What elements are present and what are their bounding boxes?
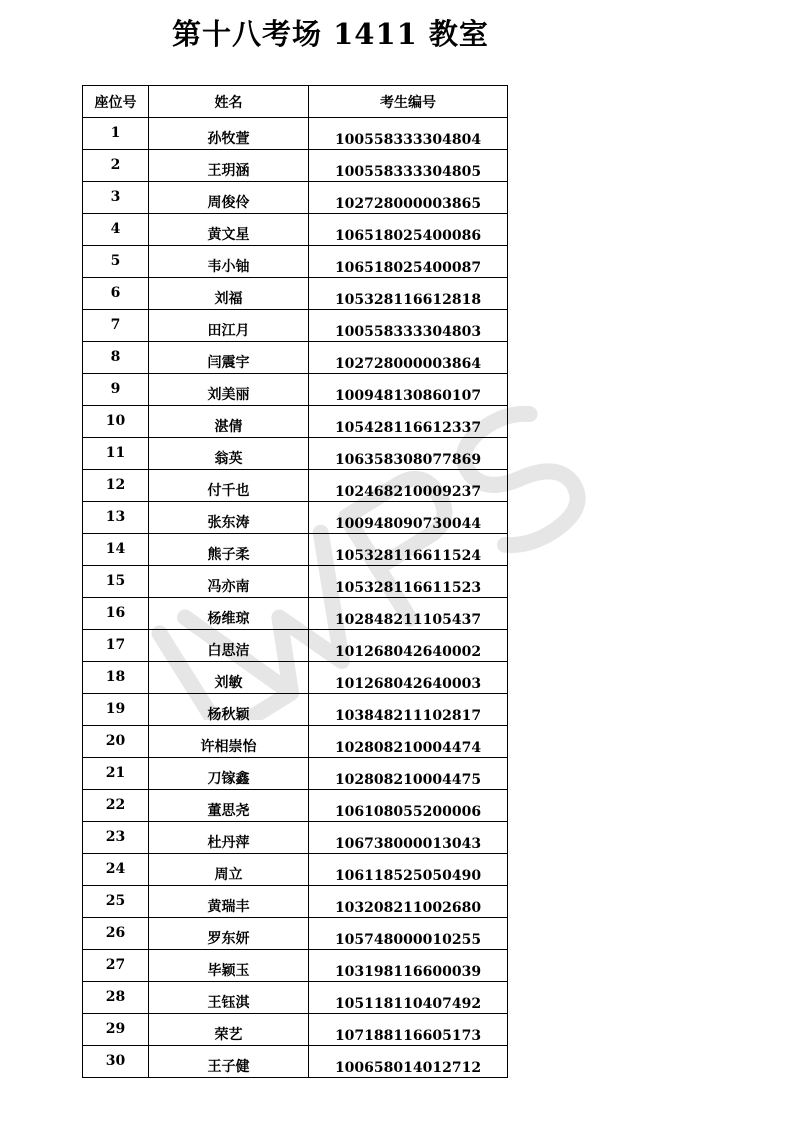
name-cell: 王钰淇 — [149, 982, 309, 1014]
candidate-id-cell: 102808210004474 — [309, 726, 508, 758]
seat-number-cell: 17 — [83, 630, 149, 662]
table-row — [83, 342, 508, 374]
candidate-id-cell: 101268042640002 — [309, 630, 508, 662]
candidate-id-cell: 105428116612337 — [309, 406, 508, 438]
table-row — [83, 726, 508, 758]
name-cell: 王子健 — [149, 1046, 309, 1078]
seat-number-cell: 13 — [83, 502, 149, 534]
candidate-id-cell: 106518025400087 — [309, 246, 508, 278]
name-cell: 韦小铀 — [149, 246, 309, 278]
candidate-id-cell: 106738000013043 — [309, 822, 508, 854]
table-row — [83, 822, 508, 854]
candidate-id-cell: 102848211105437 — [309, 598, 508, 630]
table-row — [83, 1046, 508, 1078]
page-title: 第十八考场 1411 教室 — [172, 17, 489, 51]
name-cell: 刘美丽 — [149, 374, 309, 406]
name-cell: 杜丹萍 — [149, 822, 309, 854]
table-row — [83, 982, 508, 1014]
seat-number-cell: 27 — [83, 950, 149, 982]
table-row — [83, 598, 508, 630]
name-cell: 闫震宇 — [149, 342, 309, 374]
seat-number-cell: 5 — [83, 246, 149, 278]
seat-number-cell: 18 — [83, 662, 149, 694]
table-row — [83, 630, 508, 662]
name-cell: 刘福 — [149, 278, 309, 310]
seat-number-cell: 9 — [83, 374, 149, 406]
header-candidate-id: 考生编号 — [309, 86, 508, 118]
seat-number-cell: 30 — [83, 1046, 149, 1078]
table-row — [83, 438, 508, 470]
candidate-id-cell: 101268042640003 — [309, 662, 508, 694]
candidate-id-cell: 105328116612818 — [309, 278, 508, 310]
table-row — [83, 534, 508, 566]
name-cell: 黄文星 — [149, 214, 309, 246]
candidate-id-cell: 106518025400086 — [309, 214, 508, 246]
seat-number-cell: 10 — [83, 406, 149, 438]
candidate-id-cell: 100558333304803 — [309, 310, 508, 342]
table-row — [83, 502, 508, 534]
seat-number-cell: 25 — [83, 886, 149, 918]
table-row — [83, 950, 508, 982]
table-row — [83, 278, 508, 310]
table-row — [83, 662, 508, 694]
seat-number-cell: 14 — [83, 534, 149, 566]
seat-number-cell: 6 — [83, 278, 149, 310]
table-row — [83, 758, 508, 790]
name-cell: 湛倩 — [149, 406, 309, 438]
candidate-id-cell: 106358308077869 — [309, 438, 508, 470]
name-cell: 董思尧 — [149, 790, 309, 822]
table-row — [83, 214, 508, 246]
table-row — [83, 790, 508, 822]
name-cell: 孙牧萱 — [149, 118, 309, 150]
name-cell: 荣艺 — [149, 1014, 309, 1046]
seat-number-cell: 26 — [83, 918, 149, 950]
table-row — [83, 374, 508, 406]
table-row — [83, 886, 508, 918]
table-row — [83, 1014, 508, 1046]
seat-number-cell: 3 — [83, 182, 149, 214]
candidate-id-cell: 100948090730044 — [309, 502, 508, 534]
name-cell: 田江月 — [149, 310, 309, 342]
name-cell: 张东涛 — [149, 502, 309, 534]
seat-number-cell: 2 — [83, 150, 149, 182]
seat-number-cell: 28 — [83, 982, 149, 1014]
candidate-id-cell: 102808210004475 — [309, 758, 508, 790]
candidate-id-cell: 105328116611523 — [309, 566, 508, 598]
table-row — [83, 918, 508, 950]
name-cell: 熊子柔 — [149, 534, 309, 566]
candidate-id-cell: 100558333304805 — [309, 150, 508, 182]
name-cell: 罗东妍 — [149, 918, 309, 950]
name-cell: 白思洁 — [149, 630, 309, 662]
candidate-id-cell: 100658014012712 — [309, 1046, 508, 1078]
name-cell: 付千也 — [149, 470, 309, 502]
seat-number-cell: 16 — [83, 598, 149, 630]
table-row — [83, 694, 508, 726]
candidate-id-cell: 107188116605173 — [309, 1014, 508, 1046]
seat-number-cell: 24 — [83, 854, 149, 886]
name-cell: 周立 — [149, 854, 309, 886]
name-cell: 冯亦南 — [149, 566, 309, 598]
seat-number-cell: 22 — [83, 790, 149, 822]
name-cell: 杨维琼 — [149, 598, 309, 630]
name-cell: 刀镓鑫 — [149, 758, 309, 790]
candidate-id-cell: 106118525050490 — [309, 854, 508, 886]
candidate-id-cell: 102728000003864 — [309, 342, 508, 374]
candidate-id-cell: 103198116600039 — [309, 950, 508, 982]
seat-number-cell: 20 — [83, 726, 149, 758]
name-cell: 许相崇怡 — [149, 726, 309, 758]
table-row — [83, 854, 508, 886]
candidate-id-cell: 106108055200006 — [309, 790, 508, 822]
header-name: 姓名 — [149, 86, 309, 118]
seat-number-cell: 8 — [83, 342, 149, 374]
table-row — [83, 246, 508, 278]
name-cell: 王玥涵 — [149, 150, 309, 182]
seat-number-cell: 29 — [83, 1014, 149, 1046]
name-cell: 杨秋颖 — [149, 694, 309, 726]
table-row — [83, 118, 508, 150]
candidate-id-cell: 103848211102817 — [309, 694, 508, 726]
seat-number-cell: 23 — [83, 822, 149, 854]
candidate-id-cell: 105118110407492 — [309, 982, 508, 1014]
candidate-id-cell: 100558333304804 — [309, 118, 508, 150]
seat-number-cell: 4 — [83, 214, 149, 246]
name-cell: 毕颖玉 — [149, 950, 309, 982]
table-row — [83, 406, 508, 438]
candidate-id-cell: 102728000003865 — [309, 182, 508, 214]
seat-number-cell: 12 — [83, 470, 149, 502]
candidate-id-cell: 102468210009237 — [309, 470, 508, 502]
seat-number-cell: 21 — [83, 758, 149, 790]
header-seat-number: 座位号 — [83, 86, 149, 118]
table-header-row — [83, 86, 508, 118]
name-cell: 黄瑞丰 — [149, 886, 309, 918]
table-row — [83, 150, 508, 182]
seat-number-cell: 7 — [83, 310, 149, 342]
seat-number-cell: 19 — [83, 694, 149, 726]
seat-number-cell: 1 — [83, 118, 149, 150]
name-cell: 刘敏 — [149, 662, 309, 694]
name-cell: 翁英 — [149, 438, 309, 470]
name-cell: 周俊伶 — [149, 182, 309, 214]
candidate-id-cell: 105748000010255 — [309, 918, 508, 950]
candidate-id-cell: 100948130860107 — [309, 374, 508, 406]
candidate-id-cell: 105328116611524 — [309, 534, 508, 566]
table-row — [83, 566, 508, 598]
exam-seat-table — [82, 85, 508, 1078]
table-row — [83, 310, 508, 342]
candidate-id-cell: 103208211002680 — [309, 886, 508, 918]
table-row — [83, 470, 508, 502]
seat-number-cell: 11 — [83, 438, 149, 470]
table-row — [83, 182, 508, 214]
seat-number-cell: 15 — [83, 566, 149, 598]
